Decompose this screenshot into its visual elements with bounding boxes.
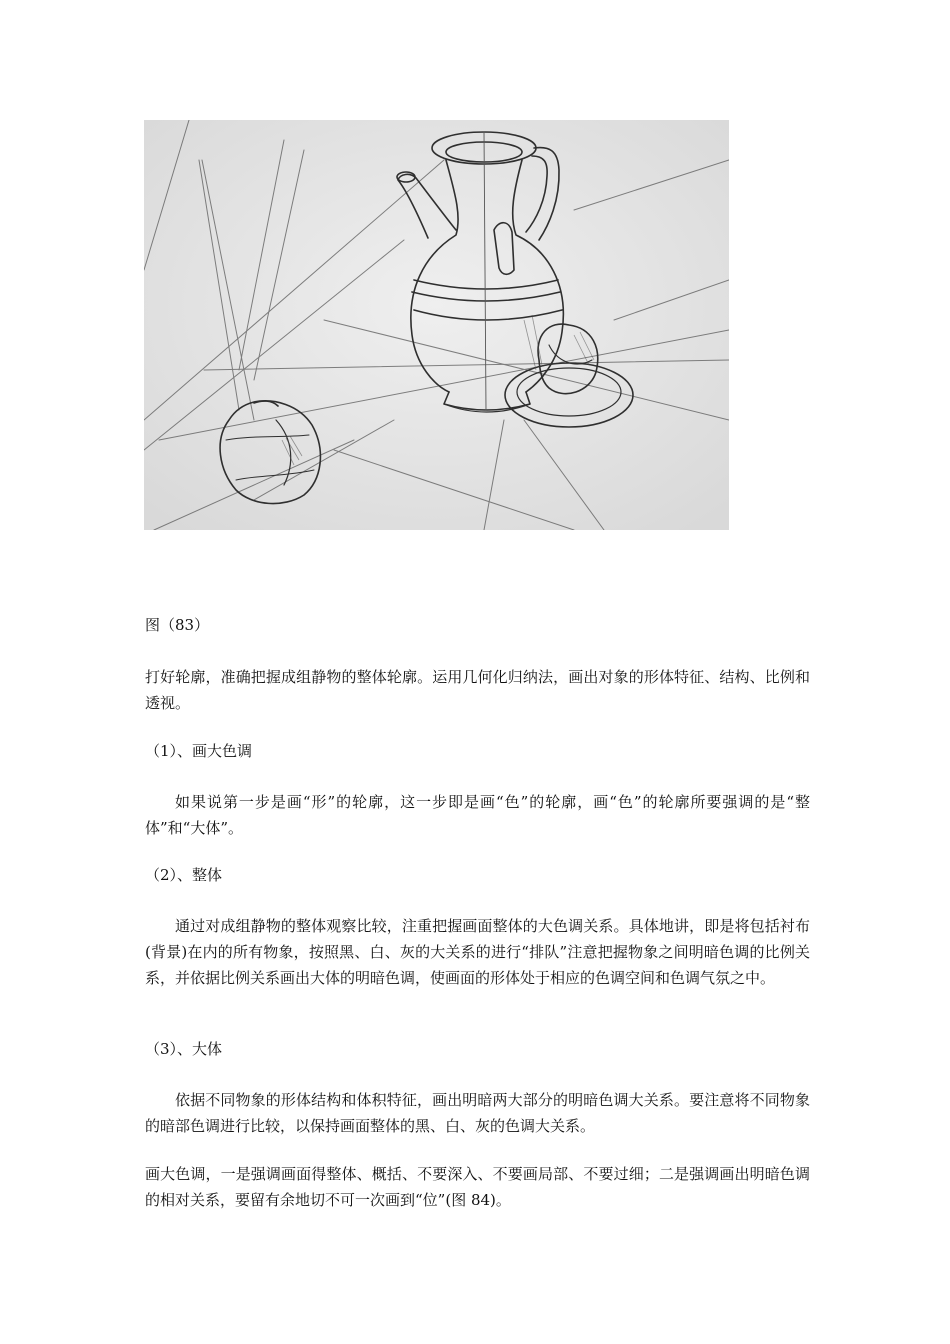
section-heading-1: （1）、画大色调 bbox=[145, 742, 253, 760]
section-heading-3: （3）、大体 bbox=[145, 1040, 223, 1058]
figure-caption: 图（83） bbox=[145, 616, 210, 634]
still-life-sketch-image bbox=[144, 120, 729, 530]
intro-paragraph: 打好轮廓，准确把握成组静物的整体轮廓。运用几何化归纳法，画出对象的形体特征、结构、比例和透视。 bbox=[145, 668, 810, 712]
summary-paragraph: 画大色调，一是强调画面得整体、概括、不要深入、不要画局部、不要过细；二是强调画出明暗色调的相对关系，要留有余地切不可一次画到“位”(图 84)。 bbox=[145, 1165, 810, 1209]
section-body-2: 通过对成组静物的整体观察比较，注重把握画面整体的大色调关系。具体地讲，即是将包括衬布(背景)在内的所有物象，按照黑、白、灰的大关系的进行“排队”注意把握物象之间明暗色调的比例关系，并依据比例关系画出大体的明暗色调，使画面的形体处于相应的色调空间和色调气氛之中。 bbox=[145, 917, 810, 987]
pencil-sketch-drawing bbox=[144, 120, 729, 530]
section-body-1: 如果说第一步是画“形”的轮廓，这一步即是画“色”的轮廓，画“色”的轮廓所要强调的是“整体”和“大体”。 bbox=[145, 793, 810, 837]
section-body-3: 依据不同物象的形体结构和体积特征，画出明暗两大部分的明暗色调大关系。要注意将不同物象的暗部色调进行比较，以保持画面整体的黑、白、灰的色调大关系。 bbox=[145, 1091, 810, 1135]
section-heading-2: （2）、整体 bbox=[145, 866, 223, 884]
